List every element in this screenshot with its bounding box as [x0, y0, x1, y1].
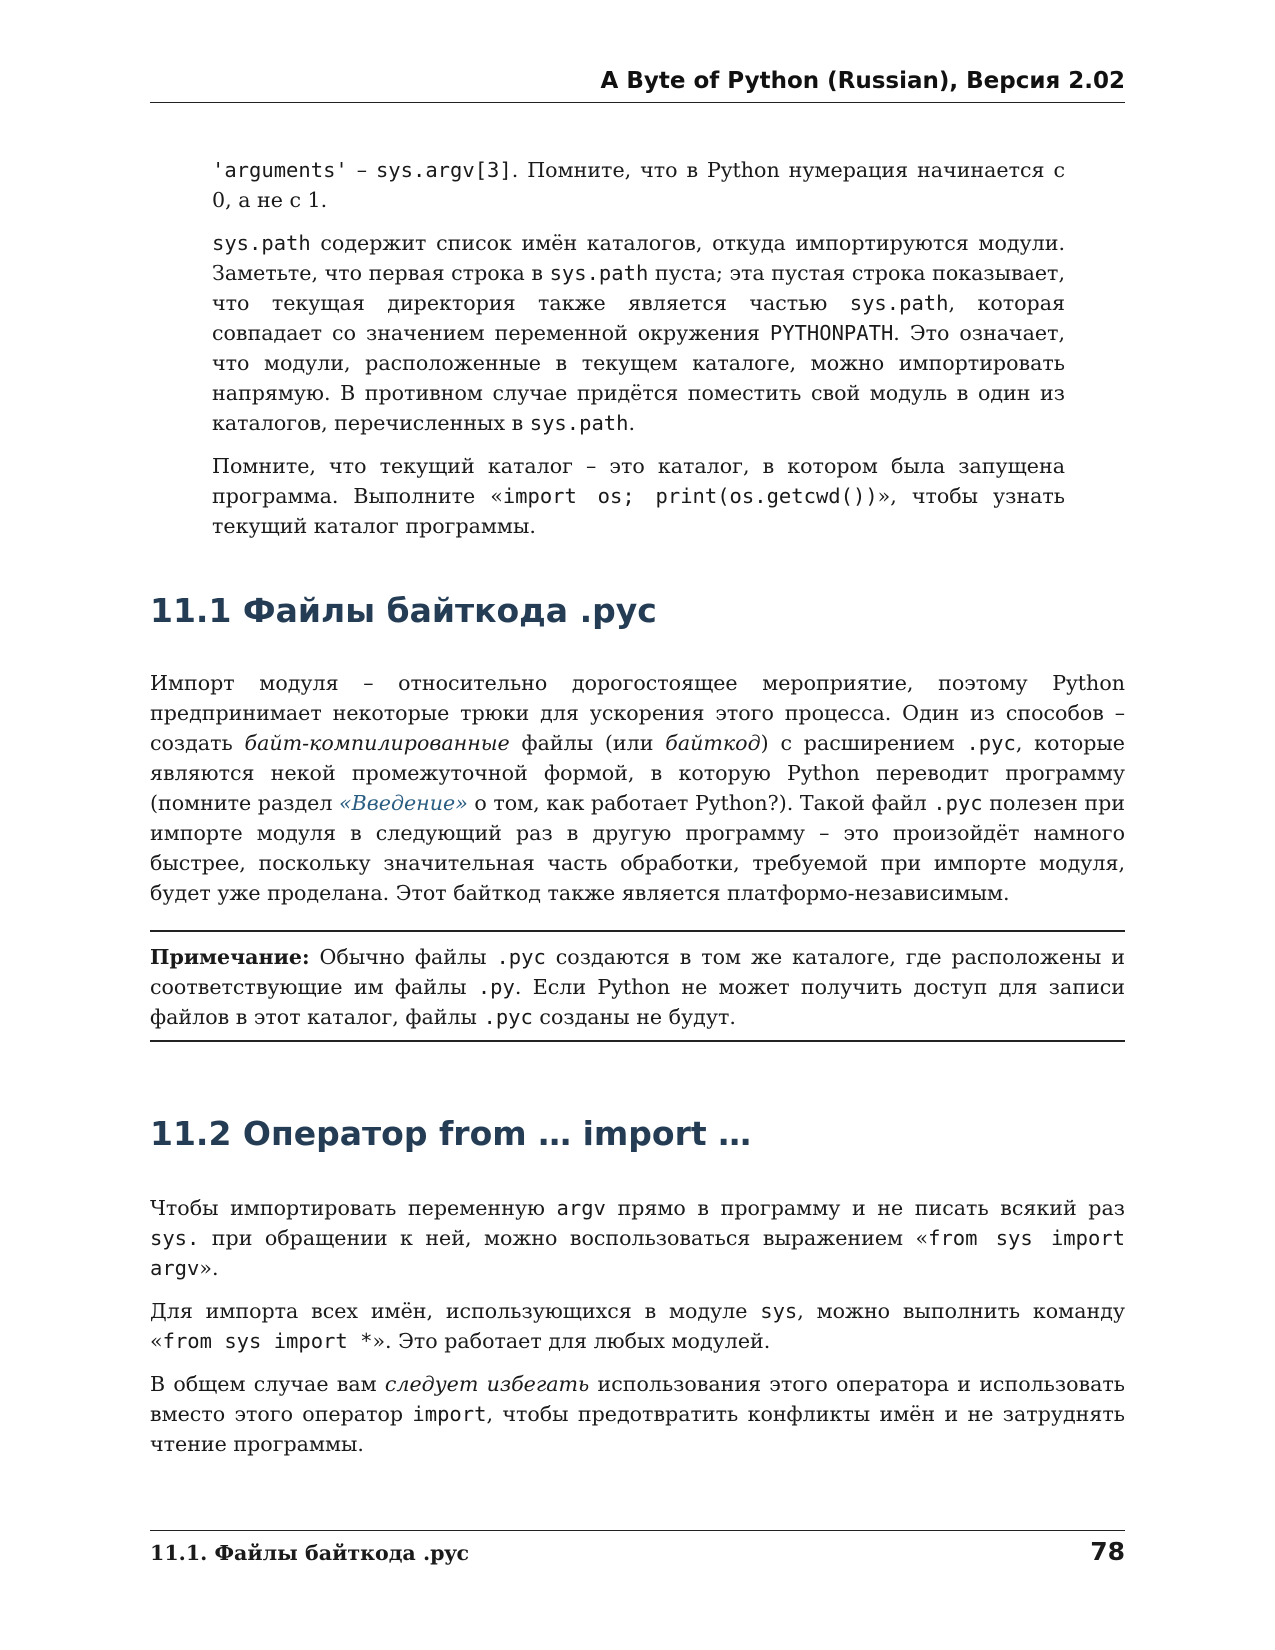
section-heading-11-2: 11.2 Оператор from … import … — [150, 1114, 752, 1153]
section2-paragraph-1 — [150, 1193, 1125, 1283]
text-run: », чтобы узнать текущий каталог программы. — [212, 484, 1065, 538]
code-snippet: sys.path — [849, 291, 949, 315]
code-snippet: .pyc — [483, 1005, 533, 1029]
text-run: использования этого оператора и использовать вместо этого оператор — [150, 1372, 1125, 1426]
code-snippet: import os; print(os.getcwd()) — [502, 484, 878, 508]
code-snippet: .pyc — [933, 791, 983, 815]
code-snippet: sys.path — [212, 231, 311, 255]
text-run: Обычно файлы — [309, 945, 497, 969]
intro-paragraph-1 — [212, 155, 1065, 215]
page-content — [150, 155, 1125, 1472]
code-snippet: .pyc — [496, 945, 546, 969]
text-run: ». — [199, 1256, 219, 1280]
intro-block — [150, 155, 1125, 541]
emphasis: байткод — [665, 731, 761, 755]
section2-paragraph-3 — [150, 1369, 1125, 1459]
text-run: содержит список имён каталогов, откуда импортируются модули. Заметьте, что первая строка в — [212, 231, 1065, 285]
emphasis: байт-компилированные — [244, 731, 510, 755]
text-run: . Если Python не может получить доступ для записи файлов в этот каталог, файлы — [150, 975, 1125, 1029]
text-run: Импорт модуля – относительно дорогостоящее мероприятие, поэтому Python предпринимает некоторые трюки для ускорения этого процесса. Один из способов – создать — [150, 671, 1125, 755]
text-run: , которые являются некой промежуточной формой, в которую Python переводит программу (помните раздел — [150, 731, 1125, 815]
text-run: . Это означает, что модули, расположенные в текущем каталоге, можно импортировать напрямую. В противном случае придётся поместить свой модуль в один из каталогов, перечисленных в — [212, 321, 1066, 435]
code-snippet: .pyc — [966, 731, 1016, 755]
header-title: A Byte of Python (Russian), Версия 2.02 — [600, 68, 1125, 94]
text-run: – — [347, 158, 376, 182]
text-run: , чтобы предотвратить конфликты имён и не затруднять чтение программы. — [150, 1402, 1125, 1456]
code-snippet: sys — [760, 1299, 798, 1323]
text-run: пуста; эта пустая строка показывает, что текущая директория также является частью — [212, 261, 1065, 315]
note-title: Примечание: — [150, 945, 310, 969]
footer-section-title: 11.1. Файлы байткода .pyc — [150, 1541, 470, 1565]
text-run: файлы (или — [509, 731, 666, 755]
section1-paragraph — [150, 668, 1125, 908]
section2-paragraph-2 — [150, 1296, 1125, 1356]
page-number: 78 — [1090, 1537, 1125, 1566]
text-run: полезен при импорте модуля в следующий раз в другую программу – это произойдёт намного быстрее, поскольку значительная часть обработки, требуемой при импорте модуля, будет уже проделана. Этот байткод также является платформо-независимым. — [150, 791, 1125, 905]
emphasis: следует избегать — [384, 1372, 590, 1396]
code-snippet: 'arguments' — [212, 158, 348, 182]
code-snippet: argv — [556, 1196, 606, 1220]
text-run: Помните, что текущий каталог – это каталог, в котором была запущена программа. Выполните « — [212, 454, 1065, 508]
code-snippet: from sys import argv — [150, 1226, 1125, 1280]
text-run: В общем случае вам — [150, 1372, 385, 1396]
code-snippet: .py — [477, 975, 515, 999]
text-run: Чтобы импортировать переменную — [150, 1196, 557, 1220]
text-run: созданы не будут. — [532, 1005, 736, 1029]
text-run: ) с расширением — [760, 731, 967, 755]
code-snippet: sys. — [150, 1226, 200, 1250]
note-box — [150, 930, 1125, 1042]
text-run: Для импорта всех имён, использующихся в модуле — [150, 1299, 761, 1323]
code-snippet: from sys import * — [162, 1329, 373, 1353]
code-snippet: sys.path — [529, 411, 629, 435]
text-run: , которая совпадает со значением переменной окружения — [212, 291, 1065, 345]
text-run: при обращении к ней, можно воспользоваться выражением « — [199, 1226, 929, 1250]
text-run: ». Это работает для любых модулей. — [372, 1329, 771, 1353]
text-run: о том, как работает Python?). Такой файл — [467, 791, 934, 815]
code-snippet: sys.argv[3] — [375, 158, 512, 182]
code-snippet: sys.path — [549, 261, 649, 285]
introduction-link[interactable]: «Введение» — [339, 791, 468, 815]
intro-paragraph-2 — [212, 228, 1065, 438]
text-run: создаются в том же каталоге, где расположены и соответствующие им файлы — [150, 945, 1125, 999]
page-footer — [150, 1530, 1125, 1575]
note-text — [150, 942, 1125, 1032]
text-run: , можно выполнить команду « — [150, 1299, 1125, 1353]
text-run: прямо в программу и не писать всякий раз — [605, 1196, 1125, 1220]
text-run: . — [628, 411, 636, 435]
intro-paragraph-3 — [212, 451, 1065, 541]
code-snippet: PYTHONPATH — [769, 321, 894, 345]
text-run: . Помните, что в Python нумерация начинается с 0, а не с 1. — [212, 158, 1066, 212]
section-heading-11-1: 11.1 Файлы байткода .pyc — [150, 591, 657, 630]
page-header — [150, 68, 1125, 103]
code-snippet: import — [412, 1402, 487, 1426]
